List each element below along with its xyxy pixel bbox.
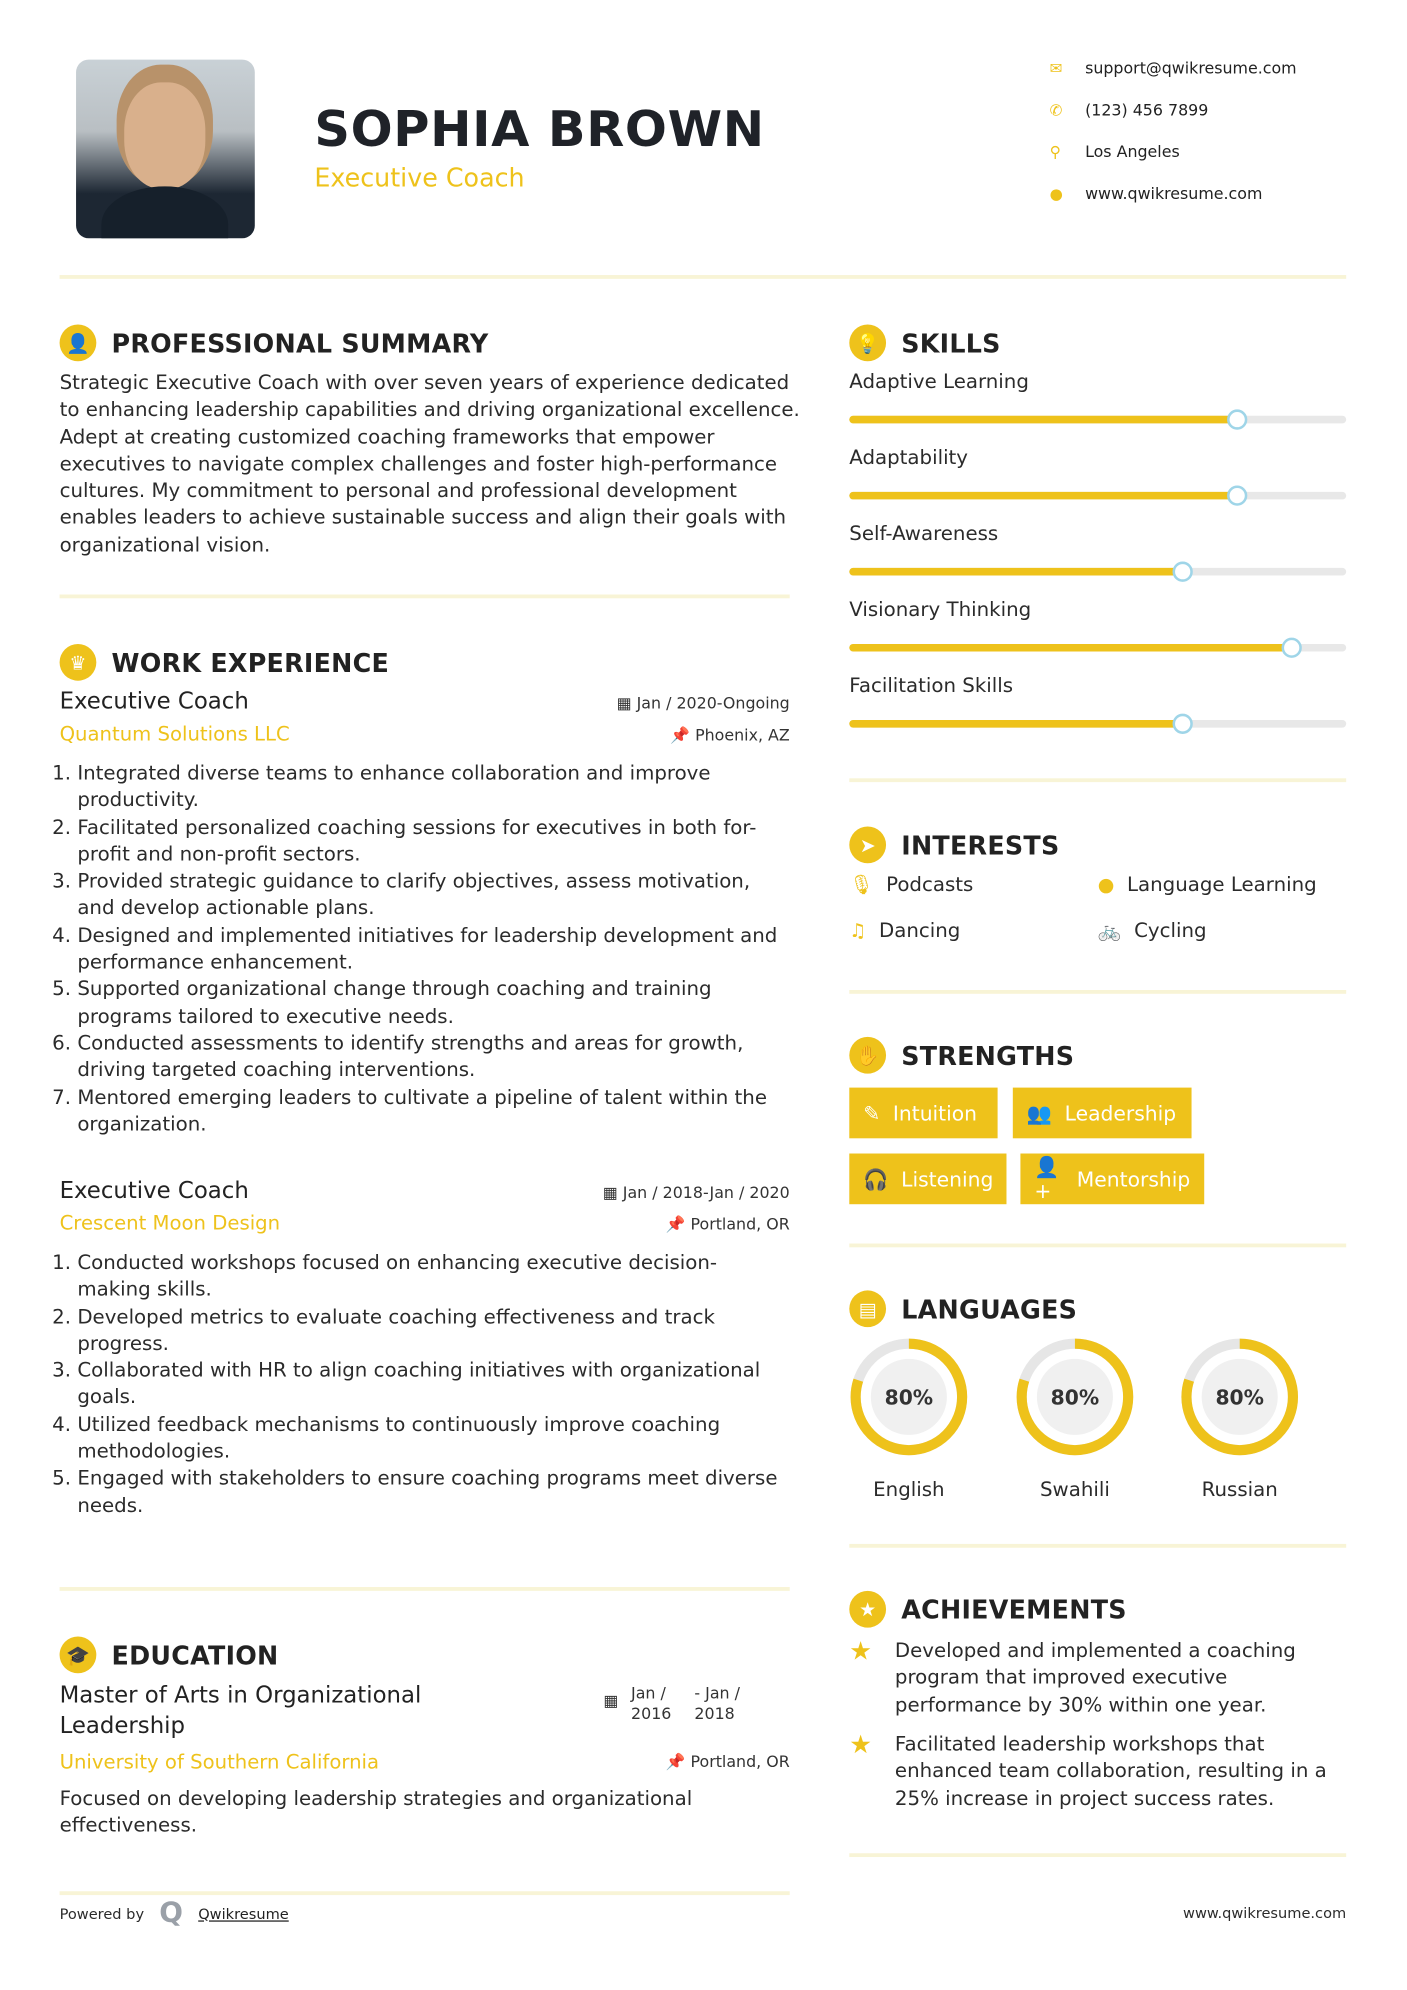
section-divider	[849, 1544, 1346, 1548]
language-percent: 80%	[884, 1385, 934, 1410]
qwikresume-logo-icon: Q	[159, 1897, 183, 1930]
music-icon: ♫	[849, 919, 867, 942]
section-title: WORK EXPERIENCE	[111, 647, 390, 678]
location-icon: ⚲	[1049, 142, 1061, 161]
languages-heading	[849, 1290, 1077, 1327]
strength-label: Listening	[901, 1166, 994, 1191]
graduation-icon: 🎓	[60, 1636, 97, 1673]
skill-bar	[849, 492, 1346, 500]
strength-chip	[849, 1154, 1006, 1205]
briefcase-icon: ♛	[60, 644, 97, 681]
skill-bar	[849, 416, 1346, 424]
location-text: Phoenix, AZ	[695, 725, 790, 745]
section-divider	[60, 1587, 790, 1591]
bullet: 3. Provided strategic guidance to clarify objectives, assess motivation, and develop actionable plans.	[77, 869, 789, 923]
calendar-icon: ▦	[603, 1690, 619, 1710]
job-date	[603, 1183, 790, 1202]
language-percent: 80%	[1050, 1385, 1100, 1410]
headphones-icon: 🎧	[863, 1166, 889, 1191]
location-text: Portland, OR	[690, 1214, 790, 1234]
qwikresume-link[interactable]: Qwikresume	[198, 1904, 289, 1923]
strengths-heading	[849, 1037, 1074, 1074]
bullet: 6. Conducted assessments to identify strengths and areas for growth, driving targeted coaching interventions.	[77, 1031, 789, 1085]
section-divider	[849, 1244, 1346, 1248]
bullet: 5. Engaged with stakeholders to ensure coaching programs meet diverse needs.	[77, 1466, 789, 1520]
hand-icon: ✋	[849, 1037, 886, 1074]
start-date: Jan / 2016	[631, 1683, 672, 1723]
skill-bar-knob	[1227, 485, 1247, 505]
job-title: Executive Coach	[59, 688, 249, 715]
interest-item	[1098, 873, 1317, 896]
strength-chip	[1020, 1154, 1204, 1205]
skill-bar-fill	[849, 416, 1237, 424]
company-name: Crescent Moon Design	[59, 1211, 281, 1235]
skill-label: Adaptive Learning	[849, 370, 1029, 393]
education-location	[666, 1752, 790, 1772]
contact-phone[interactable]	[1050, 100, 1209, 119]
interest-item	[849, 873, 973, 896]
education-heading	[60, 1636, 279, 1673]
skill-bar-knob	[1227, 409, 1247, 429]
achievement-item	[849, 1635, 1346, 1719]
users-icon: 👥	[1026, 1100, 1053, 1125]
star-badge-icon: ★	[849, 1591, 886, 1628]
section-divider	[60, 595, 790, 599]
magic-wand-icon: ✎	[863, 1100, 881, 1125]
language-ring	[1179, 1336, 1301, 1458]
section-divider	[849, 1853, 1346, 1857]
header-divider	[60, 275, 1347, 279]
powered-by	[60, 1898, 289, 1930]
email-icon: ✉	[1049, 58, 1063, 77]
section-title: SKILLS	[901, 327, 1001, 359]
bullet: 4. Designed and implemented initiatives for leadership development and performance enhancement.	[77, 923, 789, 977]
skill-bar-fill	[849, 720, 1182, 728]
summary-heading	[60, 325, 489, 362]
interest-label: Cycling	[1134, 919, 1207, 942]
achievement-text: Facilitated leadership workshops that enhanced team collaboration, resulting in a 25% increase in project success rates.	[894, 1732, 1327, 1810]
language-percent: 80%	[1215, 1385, 1264, 1410]
language-ring	[848, 1336, 970, 1458]
language-ring	[1014, 1336, 1136, 1458]
interest-label: Dancing	[879, 919, 961, 942]
star-icon: ★	[849, 1729, 873, 1760]
pin-icon: 📌	[665, 1751, 691, 1771]
school-name: University of Southern California	[59, 1750, 380, 1774]
interest-item	[1098, 919, 1207, 942]
date-text: Jan / 2020-Ongoing	[636, 693, 790, 713]
job-location	[666, 1214, 790, 1234]
skill-bar	[849, 720, 1346, 728]
contact-text: (123) 456 7899	[1085, 100, 1209, 120]
end-date: - Jan / 2018	[694, 1683, 740, 1723]
skill-bar	[849, 568, 1346, 576]
skill-bar-knob	[1172, 562, 1192, 582]
bullet: 2. Facilitated personalized coaching sessions for executives in both for-profit and non-profit sectors.	[77, 815, 789, 869]
skill-bar-knob	[1281, 638, 1301, 658]
candidate-name: SOPHIA BROWN	[314, 101, 765, 159]
section-title: EDUCATION	[111, 1639, 279, 1671]
candidate-title: Executive Coach	[314, 162, 525, 193]
degree-title: Master of Arts in Organizational Leadership	[59, 1682, 422, 1740]
globe-icon: ●	[1097, 873, 1115, 897]
contact-text: www.qwikresume.com	[1085, 183, 1263, 203]
achievements-heading	[849, 1591, 1126, 1628]
section-title: LANGUAGES	[901, 1293, 1078, 1325]
skill-label: Visionary Thinking	[849, 598, 1032, 622]
calendar-icon: ▦	[616, 693, 637, 713]
education-date	[603, 1683, 750, 1724]
bullet: 1. Integrated diverse teams to enhance collaboration and improve productivity.	[77, 761, 789, 815]
microphone-icon: 🎙	[849, 873, 874, 897]
star-icon: ★	[849, 1635, 873, 1666]
skill-label: Adaptability	[849, 446, 969, 470]
calendar-icon: ▦	[602, 1182, 623, 1202]
job-bullets	[60, 761, 790, 1139]
company-name: Quantum Solutions LLC	[59, 722, 290, 746]
bicycle-icon: 🚲	[1097, 919, 1122, 942]
education-description: Focused on developing leadership strategies and organizational effectiveness.	[59, 1787, 693, 1838]
lightbulb-icon: 💡	[849, 325, 886, 362]
section-title: PROFESSIONAL SUMMARY	[111, 327, 489, 359]
pin-icon: 📌	[670, 725, 696, 745]
pin-icon: 📌	[665, 1214, 691, 1234]
skill-label: Self-Awareness	[849, 522, 999, 546]
bullet: 3. Collaborated with HR to align coaching initiatives with organizational goals.	[77, 1358, 789, 1412]
skill-bar-fill	[849, 492, 1237, 500]
powered-by-label: Powered by	[59, 1904, 145, 1923]
contact-text: Los Angeles	[1085, 141, 1180, 161]
skill-label: Facilitation Skills	[849, 674, 1014, 698]
job-entry	[60, 688, 790, 1138]
language-icon: ▤	[849, 1290, 886, 1327]
job-date	[617, 693, 790, 712]
contact-website[interactable]	[1050, 184, 1263, 203]
contact-location	[1050, 142, 1180, 161]
strength-chip	[1013, 1088, 1192, 1139]
contact-email[interactable]	[1050, 58, 1297, 77]
bullet: 2. Developed metrics to evaluate coaching effectiveness and track progress.	[77, 1304, 789, 1358]
strength-label: Mentorship	[1076, 1166, 1191, 1191]
job-entry	[60, 1178, 790, 1520]
bullet: 1. Conducted workshops focused on enhancing executive decision-making skills.	[77, 1250, 789, 1304]
achievement-item	[849, 1729, 1346, 1813]
strength-label: Leadership	[1064, 1100, 1177, 1125]
strength-label: Intuition	[892, 1100, 978, 1125]
skill-bar-knob	[1172, 714, 1192, 734]
job-title: Executive Coach	[59, 1177, 249, 1205]
interest-item	[849, 919, 960, 942]
section-title: ACHIEVEMENTS	[901, 1594, 1127, 1625]
language-name: English	[873, 1478, 945, 1501]
bullet: 4. Utilized feedback mechanisms to continuously improve coaching methodologies.	[77, 1412, 789, 1466]
language-item	[1014, 1336, 1136, 1501]
job-location	[670, 725, 789, 745]
phone-icon: ✆	[1049, 100, 1063, 119]
profile-photo	[76, 60, 255, 239]
skills-heading	[849, 325, 1000, 362]
location-text: Portland, OR	[690, 1751, 790, 1771]
paper-plane-icon: ➤	[849, 826, 886, 863]
bullet: 7. Mentored emerging leaders to cultivate a pipeline of talent within the organization.	[77, 1085, 789, 1139]
language-item	[848, 1336, 970, 1501]
skill-bar	[849, 644, 1346, 652]
section-title: INTERESTS	[901, 829, 1060, 861]
footer-divider	[60, 1891, 790, 1895]
language-name: Swahili	[1040, 1478, 1110, 1501]
section-divider	[849, 990, 1346, 994]
date-text: Jan / 2018-Jan / 2020	[622, 1182, 790, 1202]
contact-text: support@qwikresume.com	[1085, 58, 1297, 78]
language-name: Russian	[1201, 1478, 1278, 1501]
section-divider	[849, 778, 1346, 782]
skill-bar-fill	[849, 644, 1291, 652]
section-title: STRENGTHS	[901, 1040, 1075, 1071]
bullet: 5. Supported organizational change through coaching and training programs tailored to executive needs.	[77, 977, 789, 1031]
work-heading	[60, 644, 389, 681]
interest-label: Podcasts	[886, 873, 974, 897]
language-item	[1179, 1336, 1301, 1501]
skill-bar-fill	[849, 568, 1182, 576]
summary-text: Strategic Executive Coach with over seven years of experience dedicated to enhancing leadership capabilities and driving organizational excellence. Adept at creating customized coaching frameworks that empower executives to navigate complex challenges and foster high-performance cultures. My commitment to personal and professional development enables leaders to achieve sustainable success and align their goals with organizational vision.	[59, 371, 800, 557]
interest-label: Language Learning	[1127, 873, 1317, 897]
user-icon: 👤	[60, 325, 97, 362]
globe-icon: ●	[1049, 184, 1063, 203]
achievement-text: Developed and implemented a coaching program that improved executive performance by 30% within one year.	[894, 1639, 1296, 1716]
footer-website[interactable]: www.qwikresume.com	[1183, 1903, 1347, 1922]
job-bullets	[60, 1250, 790, 1520]
interests-heading	[849, 826, 1059, 863]
strength-chip	[849, 1088, 997, 1139]
user-plus-icon: 👤+	[1034, 1154, 1060, 1203]
